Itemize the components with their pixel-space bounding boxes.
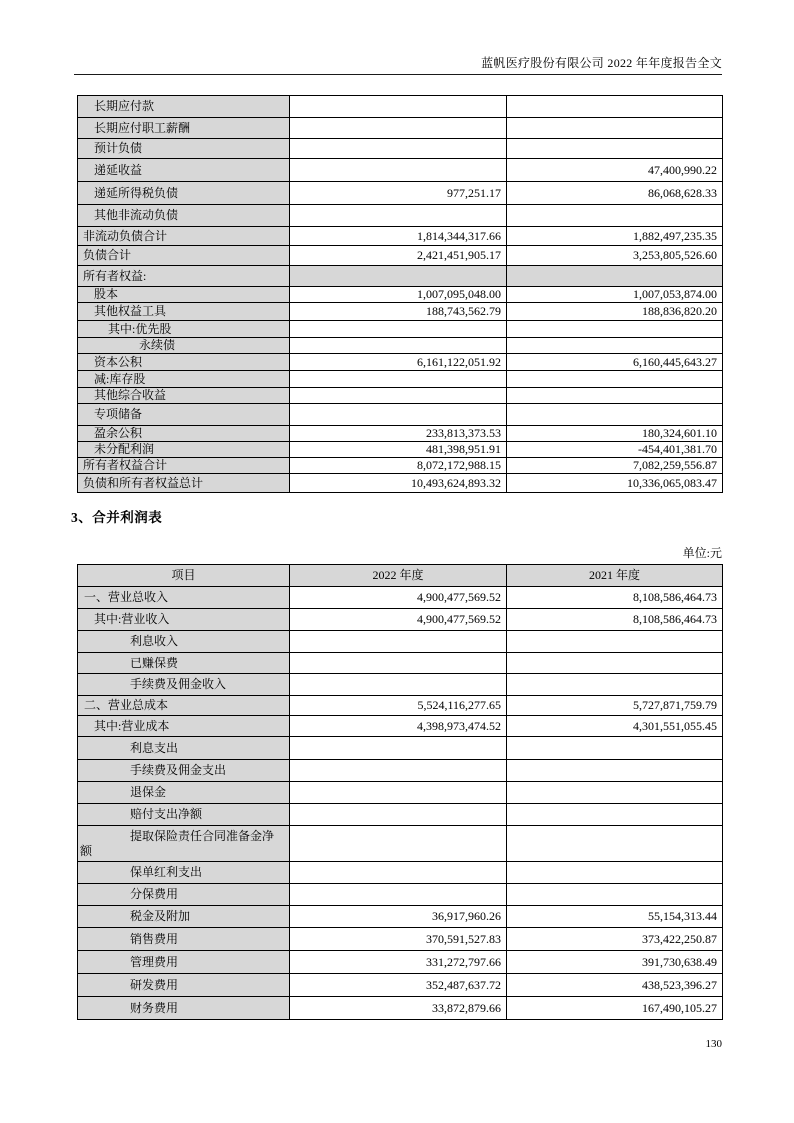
table-row: [78, 118, 723, 139]
value-cell-2021: [507, 884, 723, 906]
row-label-cell: 非流动负债合计: [78, 227, 290, 246]
value-cell-2022: [290, 139, 507, 159]
row-label-cell: 其中:优先股: [78, 321, 290, 338]
value-cell-2021: [507, 266, 723, 287]
row-label-cell: 递延所得税负债: [78, 182, 290, 205]
value-cell-2022: 6,161,122,051.92: [290, 354, 507, 371]
value-cell-2021: [507, 118, 723, 139]
table-row: [78, 474, 723, 493]
table-row: [78, 287, 723, 303]
row-label-cell: 利息支出: [78, 737, 290, 760]
value-cell-2021: [507, 653, 723, 674]
value-cell-2022: [290, 631, 507, 653]
value-cell-2021: 180,324,601.10: [507, 426, 723, 442]
row-label-cell: 研发费用: [78, 974, 290, 997]
value-cell-2021: 1,007,053,874.00: [507, 287, 723, 303]
column-header-2021: 2021 年度: [507, 565, 723, 587]
value-cell-2021: [507, 338, 723, 354]
value-cell-2021: [507, 826, 723, 862]
value-cell-2022: [290, 118, 507, 139]
value-cell-2022: 5,524,116,277.65: [290, 696, 507, 716]
row-label-cell: 长期应付款: [78, 96, 290, 118]
table-row: [78, 928, 723, 951]
value-cell-2021: 3,253,805,526.60: [507, 246, 723, 266]
value-cell-2021: [507, 404, 723, 426]
row-label-cell: 已赚保费: [78, 653, 290, 674]
value-cell-2022: [290, 404, 507, 426]
table-row: [78, 826, 723, 862]
table-row: [78, 760, 723, 782]
table-row: [78, 338, 723, 354]
table-row: [78, 716, 723, 737]
value-cell-2022: 36,917,960.26: [290, 906, 507, 928]
table-row: [78, 404, 723, 426]
table-row: [78, 884, 723, 906]
value-cell-2022: [290, 884, 507, 906]
row-label-cell: 保单红利支出: [78, 862, 290, 884]
value-cell-2022: 2,421,451,905.17: [290, 246, 507, 266]
value-cell-2022: 10,493,624,893.32: [290, 474, 507, 493]
table-row: [78, 139, 723, 159]
row-label-cell: 专项储备: [78, 404, 290, 426]
value-cell-2022: [290, 266, 507, 287]
table-row: [78, 205, 723, 227]
value-cell-2022: [290, 159, 507, 182]
row-label-cell: 退保金: [78, 782, 290, 804]
header-divider: [74, 74, 722, 75]
table-row: [78, 303, 723, 321]
table-row: [78, 974, 723, 997]
row-label-cell: 负债合计: [78, 246, 290, 266]
value-cell-2022: [290, 782, 507, 804]
value-cell-2022: 370,591,527.83: [290, 928, 507, 951]
value-cell-2022: 331,272,797.66: [290, 951, 507, 974]
value-cell-2022: 481,398,951.91: [290, 442, 507, 458]
row-label-cell: 减:库存股: [78, 371, 290, 388]
value-cell-2021: [507, 139, 723, 159]
value-cell-2021: [507, 205, 723, 227]
table-row: [78, 321, 723, 338]
table-row: [78, 782, 723, 804]
table-row: [78, 587, 723, 609]
table-row: [78, 388, 723, 404]
row-label-cell: 其他权益工具: [78, 303, 290, 321]
value-cell-2022: [290, 205, 507, 227]
row-label-cell: 财务费用: [78, 997, 290, 1020]
row-label-cell: 永续债: [78, 338, 290, 354]
table-row: [78, 442, 723, 458]
row-label-cell: 二、营业总成本: [78, 696, 290, 716]
value-cell-2022: 1,007,095,048.00: [290, 287, 507, 303]
table-row: [78, 696, 723, 716]
value-cell-2022: 188,743,562.79: [290, 303, 507, 321]
table-row: [78, 609, 723, 631]
row-label-cell: 利息收入: [78, 631, 290, 653]
table-row: [78, 96, 723, 118]
value-cell-2021: [507, 782, 723, 804]
value-cell-2022: 1,814,344,317.66: [290, 227, 507, 246]
row-label-cell: 盈余公积: [78, 426, 290, 442]
value-cell-2022: 352,487,637.72: [290, 974, 507, 997]
row-label-cell: 手续费及佣金支出: [78, 760, 290, 782]
value-cell-2021: 373,422,250.87: [507, 928, 723, 951]
row-label-cell: 提取保险责任合同准备金净 额: [78, 826, 290, 862]
value-cell-2021: 188,836,820.20: [507, 303, 723, 321]
value-cell-2021: [507, 804, 723, 826]
unit-label: 单位:元: [682, 546, 722, 560]
table-row: [78, 159, 723, 182]
value-cell-2021: 4,301,551,055.45: [507, 716, 723, 737]
value-cell-2021: 86,068,628.33: [507, 182, 723, 205]
table-row: [78, 862, 723, 884]
value-cell-2021: [507, 737, 723, 760]
value-cell-2022: [290, 653, 507, 674]
value-cell-2021: -454,401,381.70: [507, 442, 723, 458]
row-label-cell: 所有者权益:: [78, 266, 290, 287]
value-cell-2021: [507, 631, 723, 653]
row-label-cell: 递延收益: [78, 159, 290, 182]
value-cell-2022: 8,072,172,988.15: [290, 458, 507, 474]
value-cell-2022: [290, 96, 507, 118]
value-cell-2022: 4,900,477,569.52: [290, 609, 507, 631]
page-number: 130: [705, 1038, 722, 1050]
value-cell-2022: [290, 321, 507, 338]
value-cell-2022: [290, 826, 507, 862]
income-statement-table: [77, 564, 723, 1020]
table-row: [78, 458, 723, 474]
row-label-cell: 管理费用: [78, 951, 290, 974]
value-cell-2021: 391,730,638.49: [507, 951, 723, 974]
value-cell-2021: 55,154,313.44: [507, 906, 723, 928]
row-label-cell: 长期应付职工薪酬: [78, 118, 290, 139]
row-label-cell: 其中:营业成本: [78, 716, 290, 737]
table-row: [78, 246, 723, 266]
value-cell-2021: 438,523,396.27: [507, 974, 723, 997]
value-cell-2022: 4,900,477,569.52: [290, 587, 507, 609]
value-cell-2021: 8,108,586,464.73: [507, 609, 723, 631]
table-row: [78, 354, 723, 371]
table-row: [78, 426, 723, 442]
balance-sheet-table: [77, 95, 723, 493]
value-cell-2022: [290, 388, 507, 404]
value-cell-2021: [507, 321, 723, 338]
table-row: [78, 631, 723, 653]
table-row: [78, 182, 723, 205]
value-cell-2021: 5,727,871,759.79: [507, 696, 723, 716]
value-cell-2021: [507, 388, 723, 404]
value-cell-2022: 33,872,879.66: [290, 997, 507, 1020]
row-label-cell: 销售费用: [78, 928, 290, 951]
value-cell-2021: 1,882,497,235.35: [507, 227, 723, 246]
row-label-cell: 一、营业总收入: [78, 587, 290, 609]
row-label-cell: 负债和所有者权益总计: [78, 474, 290, 493]
row-label-cell: 手续费及佣金收入: [78, 674, 290, 696]
value-cell-2021: 8,108,586,464.73: [507, 587, 723, 609]
value-cell-2021: 7,082,259,556.87: [507, 458, 723, 474]
row-label-cell: 预计负债: [78, 139, 290, 159]
value-cell-2021: [507, 674, 723, 696]
document-header-title: 蓝帆医疗股份有限公司 2022 年年度报告全文: [481, 56, 722, 70]
table-row: [78, 951, 723, 974]
row-label-cell: 其他综合收益: [78, 388, 290, 404]
table-row: [78, 653, 723, 674]
row-label-cell: 未分配利润: [78, 442, 290, 458]
row-label-cell: 资本公积: [78, 354, 290, 371]
value-cell-2022: [290, 338, 507, 354]
section-title: 3、合并利润表: [71, 510, 163, 525]
value-cell-2022: [290, 371, 507, 388]
value-cell-2022: [290, 804, 507, 826]
value-cell-2021: 10,336,065,083.47: [507, 474, 723, 493]
row-label-cell: 其中:营业收入: [78, 609, 290, 631]
table-row: [78, 737, 723, 760]
value-cell-2022: [290, 737, 507, 760]
value-cell-2021: [507, 862, 723, 884]
column-header-item: 项目: [78, 565, 290, 587]
value-cell-2021: [507, 760, 723, 782]
column-header-2022: 2022 年度: [290, 565, 507, 587]
value-cell-2021: 47,400,990.22: [507, 159, 723, 182]
table-row: [78, 371, 723, 388]
value-cell-2022: [290, 760, 507, 782]
row-label-cell: 所有者权益合计: [78, 458, 290, 474]
value-cell-2021: [507, 96, 723, 118]
value-cell-2021: 167,490,105.27: [507, 997, 723, 1020]
value-cell-2022: [290, 862, 507, 884]
value-cell-2022: [290, 674, 507, 696]
row-label-cell: 赔付支出净额: [78, 804, 290, 826]
value-cell-2021: [507, 371, 723, 388]
table-row: [78, 266, 723, 287]
table-row: [78, 906, 723, 928]
row-label-cell: 其他非流动负债: [78, 205, 290, 227]
value-cell-2021: 6,160,445,643.27: [507, 354, 723, 371]
value-cell-2022: 977,251.17: [290, 182, 507, 205]
value-cell-2022: 233,813,373.53: [290, 426, 507, 442]
row-label-cell: 分保费用: [78, 884, 290, 906]
value-cell-2022: 4,398,973,474.52: [290, 716, 507, 737]
table-row: [78, 997, 723, 1020]
table-row: [78, 227, 723, 246]
table-header-row: [78, 565, 723, 587]
row-label-cell: 税金及附加: [78, 906, 290, 928]
table-row: [78, 804, 723, 826]
row-label-cell: 股本: [78, 287, 290, 303]
table-row: [78, 674, 723, 696]
